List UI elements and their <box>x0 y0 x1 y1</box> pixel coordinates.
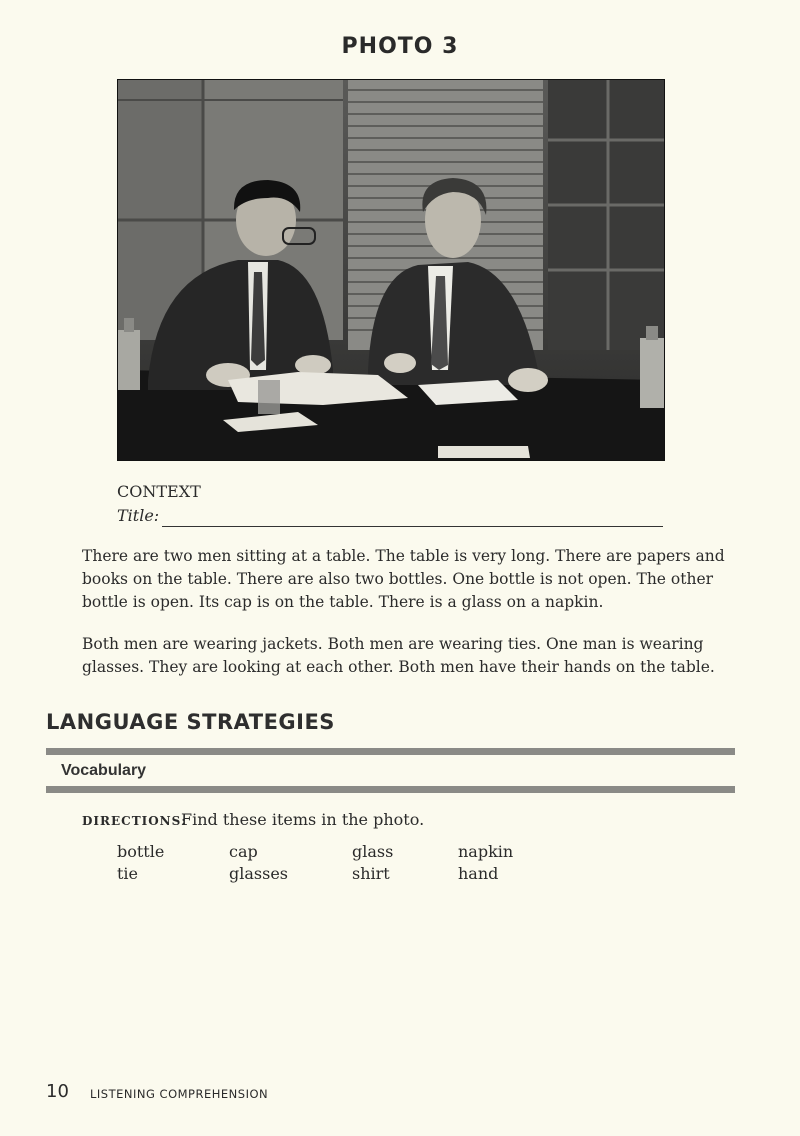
title-answer-line[interactable] <box>162 526 663 527</box>
vocab-item: cap <box>229 842 258 861</box>
vocab-item: napkin <box>458 842 514 861</box>
directions-text: Find these items in the photo. <box>181 810 425 829</box>
directions-label: DIRECTIONS: <box>82 814 187 828</box>
page-title: PHOTO 3 <box>341 34 459 59</box>
page-number: 10 <box>46 1081 69 1102</box>
footer-book-title: LISTENING COMPREHENSION <box>90 1087 269 1101</box>
subsection-heading: Vocabulary <box>61 762 147 779</box>
vocab-item: hand <box>458 864 499 883</box>
vocab-item: bottle <box>117 842 165 861</box>
photo-illustration <box>118 80 664 460</box>
divider-bottom <box>46 786 735 793</box>
vocab-item: shirt <box>352 864 390 883</box>
context-label: CONTEXT <box>117 482 201 501</box>
description-paragraph-1: There are two men sitting at a table. The table is very long. There are papers and books on the table. There are also two bottles. One bottle is not open. The other bottle is open. Its cap is on the table. There is a glass on a napkin. <box>82 547 725 611</box>
vocab-item: glasses <box>229 864 288 883</box>
title-label: Title: <box>117 506 160 525</box>
section-heading: LANGUAGE STRATEGIES <box>46 710 335 734</box>
divider-top <box>46 748 735 755</box>
business-meeting-photo <box>117 79 665 461</box>
description-paragraph-2: Both men are wearing jackets. Both men are wearing ties. One man is wearing glasses. They are looking at each other. Both men have their hands on the table. <box>82 635 715 676</box>
vocab-item: glass <box>352 842 394 861</box>
vocab-item: tie <box>117 864 139 883</box>
